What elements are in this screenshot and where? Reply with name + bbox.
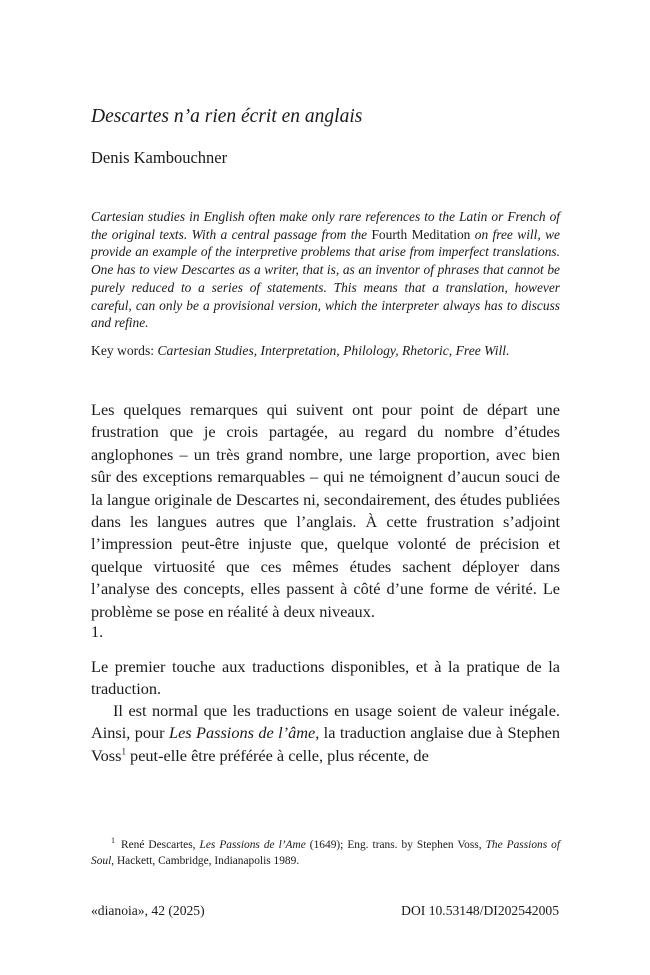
paragraph3-italic-title: Les Passions de l’âme [169,723,316,743]
footer-doi[interactable]: DOI 10.53148/DI202542005 [401,903,559,918]
body-paragraph-2: Le premier touche aux traductions disponibles, et à la pratique de la traduction. [91,657,560,699]
footnote-part1: René Descartes, [121,839,200,851]
abstract-text-part1: Cartesian studies in English often make only rare references to the Latin or French of the original texts. With a central passage from the [91,209,560,242]
footnote-reference[interactable]: 1 [121,746,126,757]
paragraph3-before: Il est normal que les traductions en usage soient de valeur inégale. Ainsi, pour [91,701,560,743]
body-paragraph-1: Les quelques remarques qui suivent ont pour point de départ une frustration que je crois partagée, au regard du nombre d’études anglophones – un très grand nombre, une large proportion, avec bien sûr des exceptions remarquables – qui ne témoignent d’aucun souci de la langue originale de Descartes ni, secondairement, des études publiées dans les langues autres que l’anglais. À cette frustration s’adjoint l’impression peut-être injuste que, quelque volonté de précision et quelque virtuosité que ces mêmes études sachent déployer dans l’analyse des concepts, elles passent à côté d’une forme de vérité. Le problème se pose en réalité à deux niveaux. [91,400,560,621]
paragraph3-after: peut-elle être préférée à celle, plus récente, de [125,745,429,765]
footer-journal: «dianoia», 42 (2025) [91,903,205,918]
keywords [91,343,561,359]
keywords-list: Cartesian Studies, Interpretation, Philology, Rhetoric, Free Will. [157,343,510,358]
footnote-part2: (1649); Eng. trans. by Stephen Voss, [305,839,486,851]
abstract [91,208,560,332]
keywords-label: Key words: [91,343,158,358]
footnote-mark: 1 [111,836,115,846]
abstract-fourth-meditation: Fourth Meditation [371,226,471,242]
paragraph3-middle: , la traduction anglaise due à Stephen Voss [91,723,561,765]
author-name: Denis Kambouchner [91,148,228,167]
footnote [91,837,560,869]
section-number: 1. [91,622,104,641]
footnote-part3: , Hackett, Cambridge, Indianapolis 1989. [111,855,300,867]
footnote-italic1: Les Passions de l’Ame [199,839,306,851]
footnote-italic2: The Passions of Soul [91,839,561,867]
abstract-text-part3: on free will, we provide an example of the interpretive problems that arise from imperfect translations. One has to view Descartes as a writer, that is, as an inventor of phrases that cannot be purely reduced to a series of statements. This means that a translation, however careful, can only be a provisional version, which the interpreter always has to discuss and refine. [91,226,560,331]
body-paragraph-3 [91,700,560,767]
article-title: Descartes n’a rien écrit en anglais [91,106,363,127]
